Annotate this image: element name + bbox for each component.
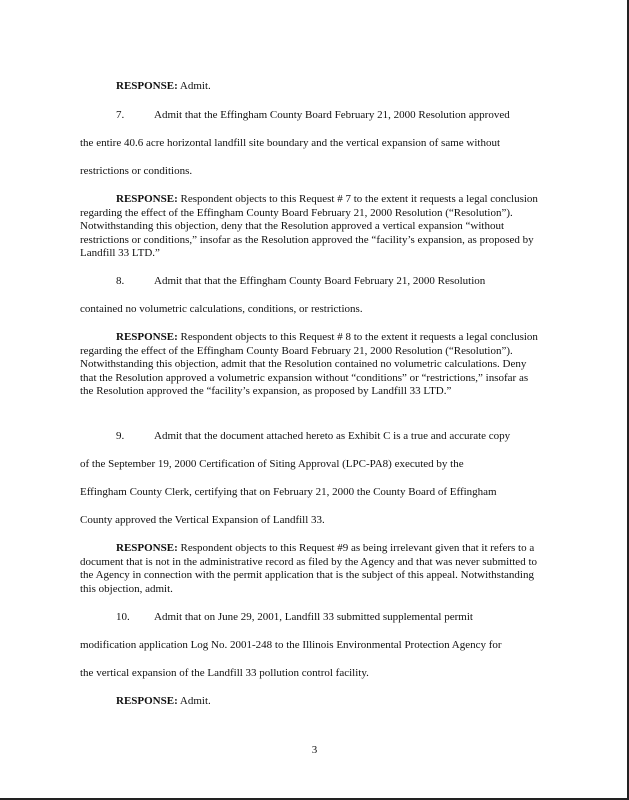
request-10-line-2: modification application Log No. 2001-248 to the Illinois Environmental Protection Agency for [80,639,502,651]
request-7-line-3: restrictions or conditions. [80,165,193,177]
page-number: 3 [311,744,318,756]
response-9: RESPONSE: Respondent objects to this Request #9 as being irrelevant given that it refers to a document that is not in the administrative record as filed by the Agency and that was never submitted to the Agency in connection with the permit application that is the subject of this appeal. Notwithstanding this objection, admit. [80,542,537,595]
request-9-line-3: Effingham County Clerk, certifying that on February 21, 2000 the County Board of Effingham [80,486,497,498]
response-10: RESPONSE: Admit. [116,695,211,707]
request-7-line-2: the entire 40.6 acre horizontal landfill site boundary and the vertical expansion of same without [80,137,501,149]
request-9-line-4: County approved the Vertical Expansion of Landfill 33. [80,514,325,526]
request-10-line-3: the vertical expansion of the Landfill 33 pollution control facility. [80,667,369,679]
response-admit-6: RESPONSE: Admit. [116,80,211,92]
request-8-line-2: contained no volumetric calculations, conditions, or restrictions. [80,303,363,315]
response-8: RESPONSE: Respondent objects to this Request # 8 to the extent it requests a legal conclusion regarding the effect of the Effingham County Board February 21, 2000 Resolution (“Resolution”). Notwithstanding this objection, admit that the Resolution contained no volumetric calculations. Deny that the Resolution approved a volumetric expansion without “conditions” or “restrictions,” insofar as the Resolution approved the “facility’s expansion, as proposed by Landfill 33 LTD.” [80,331,538,397]
request-9-line-2: of the September 19, 2000 Certification of Siting Approval (LPC-PA8) executed by the [80,458,464,470]
request-9-line-1: 9. Admit that the document attached hereto as Exhibit C is a true and accurate copy [116,430,511,442]
response-7: RESPONSE: Respondent objects to this Request # 7 to the extent it requests a legal conclusion regarding the effect of the Effingham County Board February 21, 2000 Resolution (“Resolution”). Notwithstanding this objection, deny that the Resolution approved a vertical expansion “without restrictions or conditions,” insofar as the Resolution approved the “facility’s expansion, as proposed by Landfill 33 LTD.” [80,193,538,259]
request-10-line-1: 10. Admit that on June 29, 2001, Landfill 33 submitted supplemental permit [116,611,473,623]
request-8-line-1: 8. Admit that that the Effingham County Board February 21, 2000 Resolution [116,275,486,287]
request-7-line-1: 7. Admit that the Effingham County Board February 21, 2000 Resolution approved [116,109,510,121]
